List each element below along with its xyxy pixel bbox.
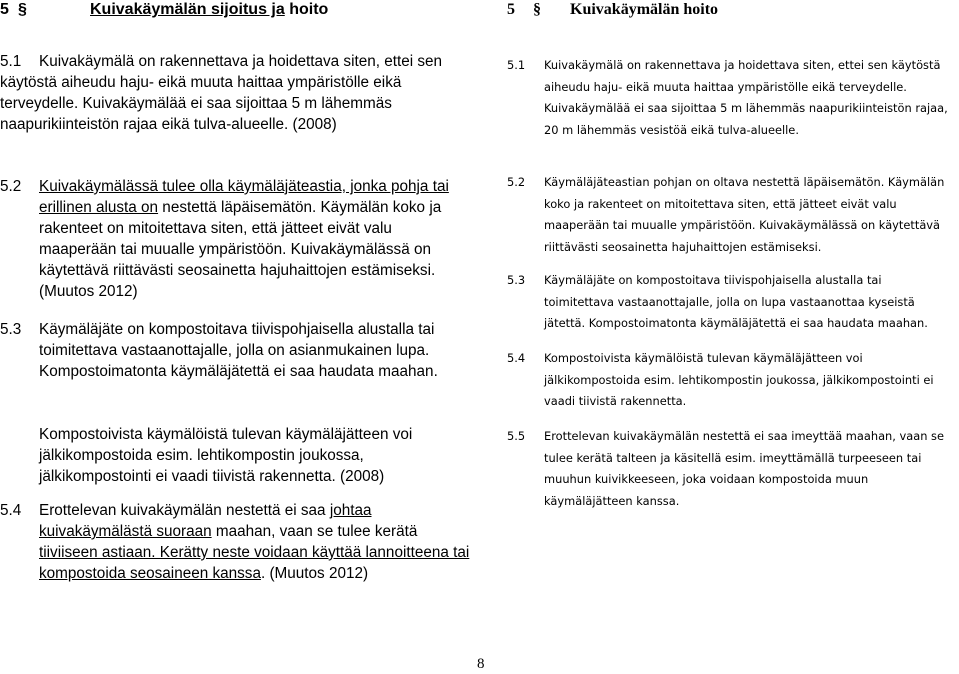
section-symbol: § [533,1,541,18]
page-number: 8 [477,656,485,672]
paragraph-number: 5.2 [507,175,526,189]
paragraph-text [0,176,470,302]
paragraph-number: 5.5 [507,429,526,443]
right-paragraph-5-4 [507,348,955,413]
paragraph-number: 5.1 [507,58,526,72]
paragraph-number: 5.3 [0,321,22,338]
paragraph-text-part3: . (Muutos 2012) [260,565,369,582]
paragraph-text-underlined-1: johtaa kuivakäymälästä suoraan [39,502,372,540]
paragraph-number: 5.1 [0,53,22,70]
paragraph-text: Käymäläjäte on kompostoitava tiivispohjaisella alustalla tai toimitettava vastaanottajalle, jolla on lupa vastaanottaa kyseistä jätettä. Kompostoimatonta käymäläjätettä ei saa haudata maahan. [544,273,928,330]
paragraph-text [0,500,470,584]
paragraph-text: Kuivakäymälä on rakennettava ja hoidettava siten, ettei sen käytöstä aiheudu haju- eikä muuta haittaa ympäristölle eikä terveydelle. Kuivakäymälää ei saa sijoittaa 5 m lähemmäs naapurikiinteistön rajaa eikä tulva-alueelle. (2008) [0,53,443,133]
right-paragraph-5-5 [507,426,955,512]
right-paragraph-5-3 [507,270,955,335]
paragraph-text: Kompostoivista käymälöistä tulevan käymäläjätteen voi jälkikompostoida esim. lehtikompostin joukossa, jälkikompostointi ei vaadi tiivistä rakennetta. [544,351,934,408]
paragraph-text-part1: Erottelevan kuivakäymälän nestettä ei saa [39,502,330,519]
right-section-heading [507,0,718,20]
left-paragraph-5-3 [0,319,470,382]
left-paragraph-5-1 [0,51,470,135]
right-paragraph-5-2 [507,172,955,258]
paragraph-text-part2: maahan, vaan se tulee kerätä [211,523,418,540]
paragraph-text-underlined-2: tiiviiseen astiaan. Kerätty neste voidaan käyttää lannoitteena tai kompostoida seosaineen kanssa [39,544,470,582]
left-heading-number: 5 [0,1,9,18]
paragraph-text: Käymäläjäteastian pohjan on oltava nestettä läpäisemätön. Käymälän koko ja rakenteet on mitoitettava siten, että jätteet eivät valu maaperään tai muualle ympäristöön. Kuivakäymälässä on käytettävä riittävästi seosainetta hajuhaittojen estämiseksi. [544,175,945,254]
left-paragraph-5-2 [0,176,470,302]
paragraph-text: Kuivakäymälä on rakennettava ja hoidettava siten, ettei sen käytöstä aiheudu haju- eikä muuta haittaa ympäristölle eikä terveydelle. Kuivakäymälää ei saa sijoittaa 5 m lähemmäs naapurikiinteistön rajaa, 20 m lähemmäs vesistöä eikä tulva-alueelle. [544,58,948,137]
left-paragraph-5-4 [0,500,470,584]
paragraph-text: Kompostoivista käymälöistä tulevan käymäläjätteen voi jälkikompostoida esim. lehtikompostin joukossa, jälkikompostointi ei vaadi tiivistä rakennetta. (2008) [39,426,413,485]
left-section-heading [0,0,328,20]
right-heading-title: Kuivakäymälän hoito [570,1,719,18]
right-heading-number: 5 [507,1,515,18]
left-heading-title-underlined: Kuivakäymälän sijoitus ja [90,1,285,18]
paragraph-number: 5.3 [507,273,526,287]
paragraph-text: Erottelevan kuivakäymälän nestettä ei saa imeyttää maahan, vaan se tulee kerätä talteen ja käsitellä esim. imeyttämällä turpeeseen tai muuhun kuivikkeeseen, joka voidaan kompostoida muun käymäläjätteen kanssa. [544,429,945,508]
left-paragraph-5-3-continued [0,424,470,487]
paragraph-text-underlined: Kuivakäymälässä tulee olla käymäläjäteastia, jonka pohja tai erillinen alusta on [39,178,449,216]
paragraph-text-rest: nestettä läpäisemätön. Käymälän koko ja rakenteet on mitoitettava siten, että jätteet eivät valu maaperään tai muualle ympäristöön. Kuivakäymälässä on käytettävä riittävästi seosainetta hajuhaittojen estämiseksi. (Muutos 2012) [39,199,442,300]
paragraph-number: 5.2 [0,178,22,195]
left-heading-title-rest: hoito [284,1,329,18]
paragraph-number: 5.4 [0,502,22,519]
right-paragraph-5-1 [507,55,955,141]
paragraph-text: Käymäläjäte on kompostoitava tiivispohjaisella alustalla tai toimitettava vastaanottajalle, jolla on asianmukainen lupa. Kompostoimatonta käymäläjätettä ei saa haudata maahan. [39,321,438,380]
paragraph-number: 5.4 [507,351,526,365]
section-symbol: § [18,1,27,18]
